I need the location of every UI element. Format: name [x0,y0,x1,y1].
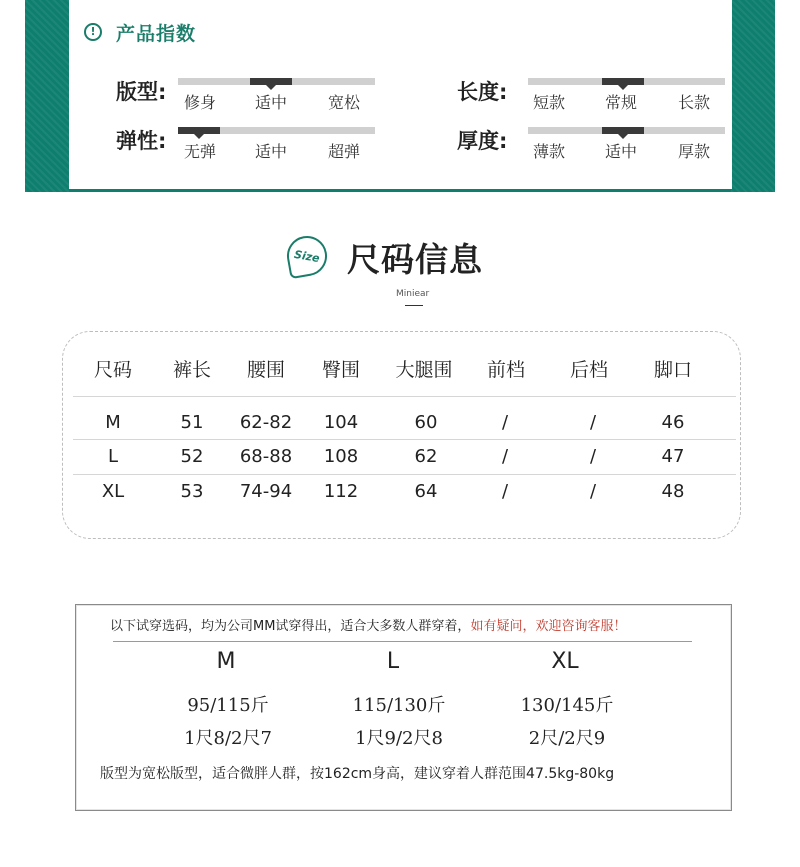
product-index-header [84,20,196,44]
metric-scale-bar [178,127,375,134]
try-on-note-text: 以下试穿选码，均为公司MM试穿得出，适合大多数人群穿着， [110,619,471,634]
metric-option: 适中 [255,142,288,161]
size-section-title: 尺码信息 [347,240,483,279]
size-badge-icon [284,233,330,279]
header-cell: 脚口 [653,359,693,381]
header-cell: 腰围 [246,359,286,381]
metric-label: 弹性: [116,129,167,153]
table-cell: 108 [323,446,359,467]
metric-option: 常规 [605,93,638,112]
metric-selected-marker [602,127,644,134]
metric-label: 版型: [116,80,167,104]
metric-selected-marker [178,127,220,134]
metric-option: 适中 [255,93,288,112]
metric-selected-marker [250,78,292,85]
metric-option: 超弹 [328,142,361,161]
size-badge-text: Size [293,247,321,265]
table-cell: XL [101,481,125,502]
table-cell: 51 [180,412,204,433]
try-on-weight: 130/145斤 [520,695,614,716]
table-cell: 53 [180,481,204,502]
try-on-footer: 版型为宽松版型，适合微胖人群，按162cm身高，建议穿着人群范围47.5kg-80kg [100,766,615,782]
product-index-title: 产品指数 [116,22,197,45]
table-row [73,439,736,474]
try-on-note [110,615,626,634]
table-cell: 68-88 [239,446,293,467]
table-cell: 47 [661,446,685,467]
table-cell: / [501,412,509,433]
brand-underline [405,305,423,306]
table-cell: 62-82 [239,412,293,433]
try-on-length: 2尺/2尺9 [528,728,606,749]
table-row [73,396,736,431]
table-cell: / [501,446,509,467]
try-on-length: 1尺9/2尺8 [355,728,443,749]
header-cell: 大腿围 [395,359,453,381]
metric-option: 短款 [533,93,566,112]
metric-option: 厚款 [678,142,711,161]
size-table-header [73,353,736,387]
table-row [73,474,736,509]
table-cell: / [501,481,509,502]
metric-option: 宽松 [328,93,361,112]
table-cell: / [589,412,597,433]
info-icon: ! [84,23,102,41]
table-cell: 48 [661,481,685,502]
table-cell: 74-94 [239,481,293,502]
try-on-size: XL [551,649,579,674]
table-cell: / [589,481,597,502]
metric-option: 长款 [678,93,711,112]
header-cell: 后档 [569,359,609,381]
metric-label: 厚度: [457,129,508,153]
metric-option: 适中 [605,142,638,161]
try-on-size: M [216,649,236,674]
table-cell: M [105,412,121,433]
metric-scale-bar [528,127,725,134]
metric-scale-bar [178,78,375,85]
header-cell: 尺码 [93,359,133,381]
header-cell: 前档 [486,359,526,381]
metric-label: 长度: [457,80,508,104]
metric-selected-marker [602,78,644,85]
table-cell: 46 [661,412,685,433]
try-on-weight: 115/130斤 [352,695,446,716]
try-on-weight: 95/115斤 [187,695,269,716]
try-on-length: 1尺8/2尺7 [184,728,272,749]
table-cell: L [107,446,119,467]
brand-subtitle: Miniear [396,289,430,299]
try-on-size: L [386,649,400,674]
try-on-divider [113,641,692,642]
table-cell: 112 [323,481,359,502]
table-cell: 64 [414,481,438,502]
metric-option: 薄款 [533,142,566,161]
table-cell: 52 [180,446,204,467]
header-cell: 臀围 [321,359,361,381]
metric-option: 无弹 [184,142,217,161]
metric-scale-bar [528,78,725,85]
try-on-note-highlight: 如有疑问，欢迎咨询客服！ [470,619,627,634]
table-cell: / [589,446,597,467]
table-cell: 104 [323,412,359,433]
metric-option: 修身 [184,93,217,112]
header-cell: 裤长 [172,359,212,381]
table-cell: 60 [414,412,438,433]
table-cell: 62 [414,446,438,467]
